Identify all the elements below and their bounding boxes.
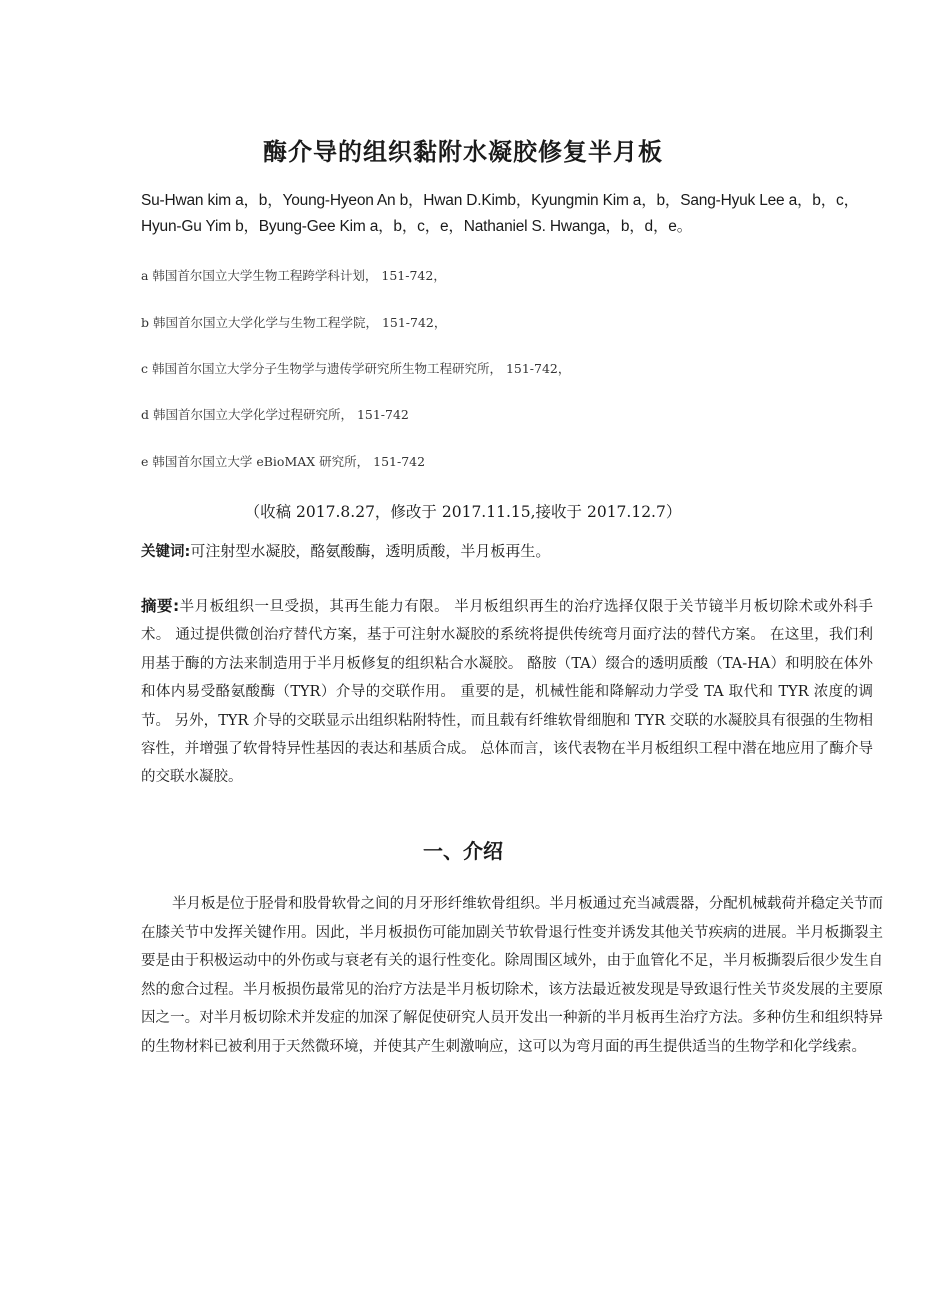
affiliation-c: c 韩国首尔国立大学分子生物学与遗传学研究所生物工程研究所， 151-742， [141,361,571,376]
affiliation-e: e 韩国首尔国立大学 eBioMAX 研究所， 151-742 [141,454,426,469]
affiliation-b: b 韩国首尔国立大学化学与生物工程学院， 151-742， [141,315,447,330]
abstract [141,592,873,792]
affiliation-d: d 韩国首尔国立大学化学过程研究所， 151-742 [141,407,409,422]
abstract-label: 摘要: [141,597,180,615]
intro-paragraph: 半月板是位于胫骨和股骨软骨之间的月牙形纤维软骨组织。半月板通过充当减震器，分配机械载荷并稳定关节而在膝关节中发挥关键作用。因此，半月板损伤可能加剧关节软骨退行性变并诱发其他关节疾病的进展。半月板撕裂主要是由于积极运动中的外伤或与衰老有关的退行性变化。除周围区域外，由于血管化不足，半月板撕裂后很少发生自然的愈合过程。半月板损伤最常见的治疗方法是半月板切除术，该方法最近被发现是导致退行性关节炎发展的主要原因之一。对半月板切除术并发症的加深了解促使研究人员开发出一种新的半月板再生治疗方法。多种仿生和组织特异的生物材料已被利用于天然微环境，并使其产生刺激响应，这可以为弯月面的再生提供适当的生物学和化学线索。 [141,896,883,1055]
keywords-text: 可注射型水凝胶，酪氨酸酶，透明质酸，半月板再生。 [190,542,551,560]
received-dates: （收稿 2017.8.27，修改于 2017.11.15,接收于 2017.12.7） [244,503,682,521]
section-heading-introduction: 一、介绍 [423,839,503,863]
abstract-text: 半月板组织一旦受损，其再生能力有限。 半月板组织再生的治疗选择仅限于关节镜半月板切除术或外科手术。 通过提供微创治疗替代方案，基于可注射水凝胶的系统将提供传统弯月面疗法的替代方案。 在这里，我们利用基于酶的方法来制造用于半月板修复的组织粘合水凝胶。 酪胺（TA）缀合的透明质酸（TA-HA）和明胶在体外和体内易受酪氨酸酶（TYR）介导的交联作用。 重要的是，机械性能和降解动力学受 TA 取代和 TYR 浓度的调节。 另外，TYR 介导的交联显示出组织粘附特性，而且载有纤维软骨细胞和 TYR 交联的水凝胶具有很强的生物相容性，并增强了软骨特异性基因的表达和基质合成。 总体而言，该代表物在半月板组织工程中潜在地应用了酶介导的交联水凝胶。 [141,599,874,786]
keywords-label: 关键词: [141,544,191,560]
keywords [141,540,881,561]
paper-title: 酶介导的组织黏附水凝胶修复半月板 [263,138,663,166]
affiliation-a: a 韩国首尔国立大学生物工程跨学科计划， 151-742， [141,268,446,283]
author-list: Su-Hwan kim a，b，Young-Hyeon An b，Hwan D.Kimb，Kyungmin Kim a，b，Sang-Hyuk Lee a，b，c，Hyun-Gu Yim b，Byung-Gee Kim a，b，c，e，Nathaniel S. Hwanga，b，d，e。 [141,192,859,235]
